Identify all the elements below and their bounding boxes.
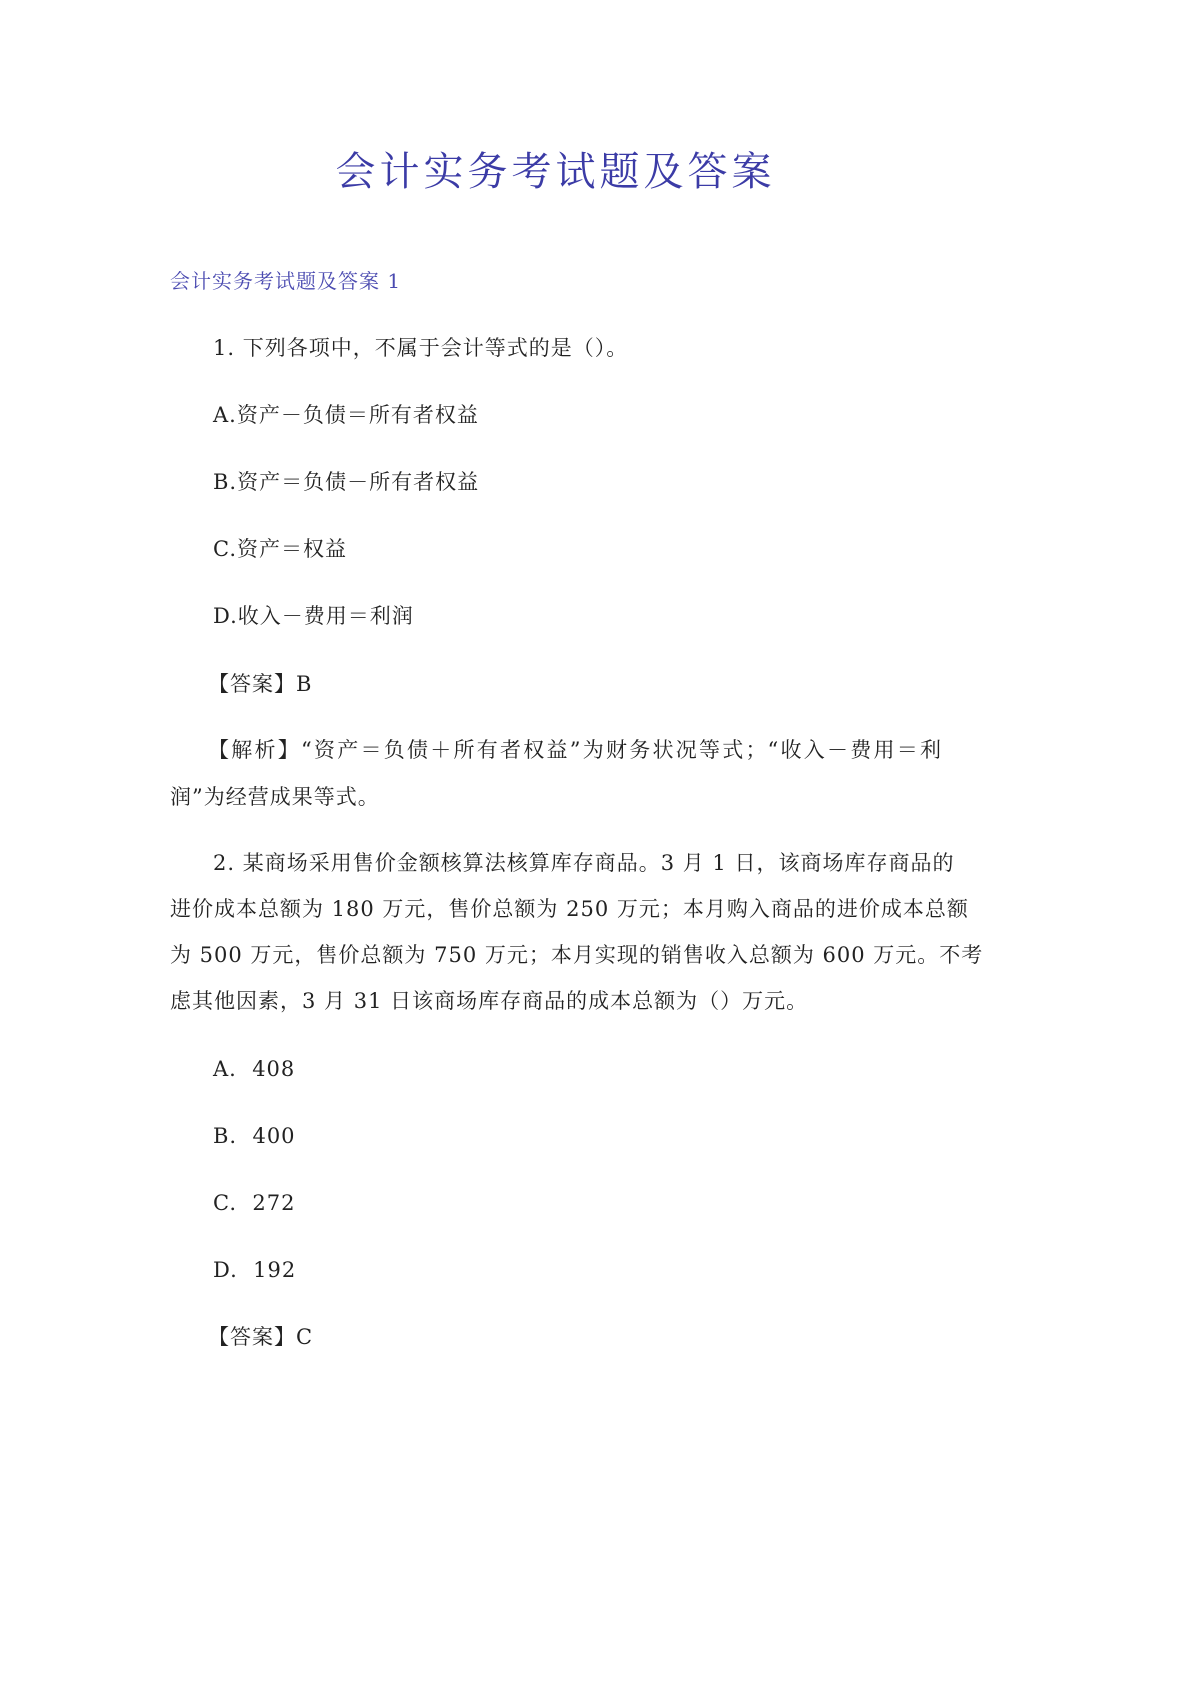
q2-answer: 【答案】C [208, 1325, 314, 1349]
q1-analysis-line: 润”为经营成果等式。 [170, 785, 380, 809]
q1-answer: 【答案】B [208, 672, 313, 696]
q1-option-b: B.资产＝负债－所有者权益 [213, 470, 480, 494]
question-2-line: 虑其他因素，3 月 31 日该商场库存商品的成本总额为（）万元。 [170, 989, 809, 1013]
q2-option-b: B. 400 [213, 1124, 296, 1148]
question-1: 1. 下列各项中，不属于会计等式的是（）。 [213, 336, 629, 360]
q1-analysis-line: 【解析】“资产＝负债＋所有者权益”为财务状况等式；“收入－费用＝利 [208, 738, 942, 762]
question-2-line: 为 500 万元，售价总额为 750 万元；本月实现的销售收入总额为 600 万元。不考 [170, 943, 984, 967]
document-title: 会计实务考试题及答案 [335, 149, 776, 195]
q1-option-a: A.资产－负债＝所有者权益 [213, 403, 479, 427]
q1-option-c: C.资产＝权益 [213, 537, 347, 561]
section-heading: 会计实务考试题及答案 1 [170, 269, 402, 293]
q2-option-d: D. 192 [213, 1258, 297, 1282]
q1-option-d: D.收入－费用＝利润 [213, 604, 414, 628]
question-2-line: 进价成本总额为 180 万元，售价总额为 250 万元；本月购入商品的进价成本总额 [170, 897, 969, 921]
q2-option-c: C. 272 [213, 1191, 296, 1215]
question-2-line: 2. 某商场采用售价金额核算法核算库存商品。3 月 1 日，该商场库存商品的 [213, 851, 955, 875]
q2-option-a: A. 408 [213, 1057, 296, 1081]
